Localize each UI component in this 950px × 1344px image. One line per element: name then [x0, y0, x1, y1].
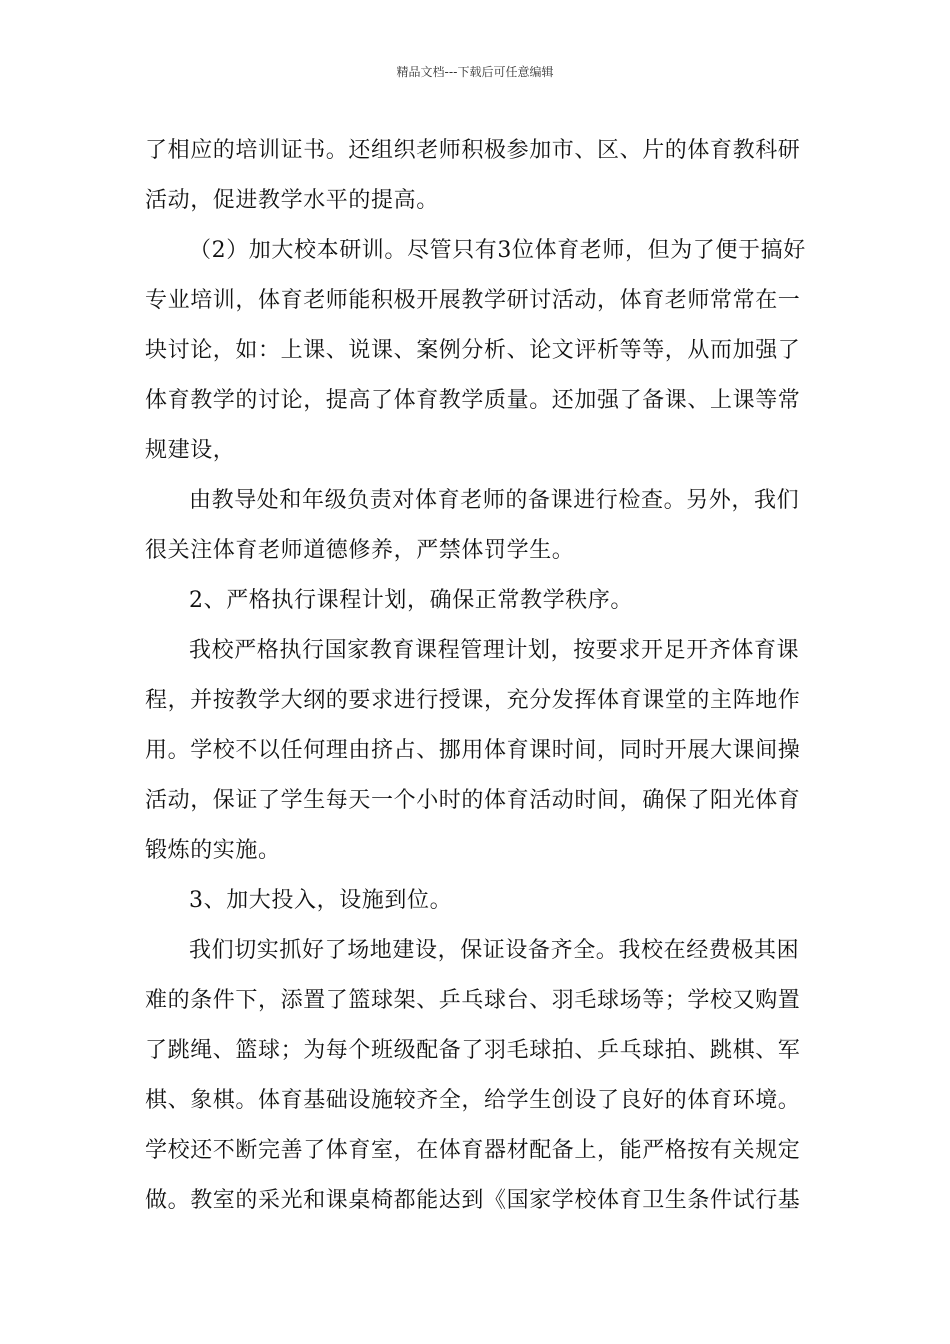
- text-line: 很关注体育老师道德修养，严禁体罚学生。: [145, 538, 575, 563]
- text-line: 了跳绳、篮球；为每个班级配备了羽毛球拍、乒乓球拍、跳棋、军: [145, 1038, 801, 1063]
- paragraph-start-line: 由教导处和年级负责对体育老师的备课进行检查。另外，我们: [189, 488, 800, 513]
- text-line: 了相应的培训证书。还组织老师积极参加市、区、片的体育教科研: [145, 138, 801, 163]
- document-body: [145, 126, 810, 1226]
- text-line: 难的条件下，添置了篮球架、乒乓球台、羽毛球场等；学校又购置: [145, 988, 801, 1013]
- text-line: 用。学校不以任何理由挤占、挪用体育课时间，同时开展大课间操: [145, 738, 801, 763]
- text-line: 活动，促进教学水平的提高。: [145, 188, 439, 213]
- text-line: 程，并按教学大纲的要求进行授课，充分发挥体育课堂的主阵地作: [145, 688, 801, 713]
- section-heading: 2、严格执行课程计划，确保正常教学秩序。: [189, 588, 633, 613]
- section-heading: 3、加大投入，设施到位。: [189, 888, 453, 913]
- paragraph-start-line: （2）加大校本研训。尽管只有3位体育老师，但为了便于搞好: [189, 238, 806, 263]
- paragraph-start-line: 我校严格执行国家教育课程管理计划，按要求开足开齐体育课: [189, 638, 800, 663]
- text-line: 规建设，: [145, 438, 236, 463]
- text-line: 学校还不断完善了体育室，在体育器材配备上，能严格按有关规定: [145, 1138, 801, 1163]
- text-line: 体育教学的讨论，提高了体育教学质量。还加强了备课、上课等常: [145, 388, 801, 413]
- text-line: 棋、象棋。体育基础设施较齐全，给学生创设了良好的体育环境。: [145, 1088, 801, 1113]
- text-line: 锻炼的实施。: [145, 838, 281, 863]
- text-line: 专业培训，体育老师能积极开展教学研讨活动，体育老师常常在一: [145, 288, 801, 313]
- text-line: 做。教室的采光和课桌椅都能达到《国家学校体育卫生条件试行基: [145, 1188, 801, 1213]
- page-header: 精品文档---下载后可任意编辑: [396, 65, 554, 79]
- text-line: 活动，保证了学生每天一个小时的体育活动时间，确保了阳光体育: [145, 788, 801, 813]
- text-line: 块讨论，如：上课、说课、案例分析、论文评析等等，从而加强了: [145, 338, 801, 363]
- paragraph-start-line: 我们切实抓好了场地建设，保证设备齐全。我校在经费极其困: [189, 938, 800, 963]
